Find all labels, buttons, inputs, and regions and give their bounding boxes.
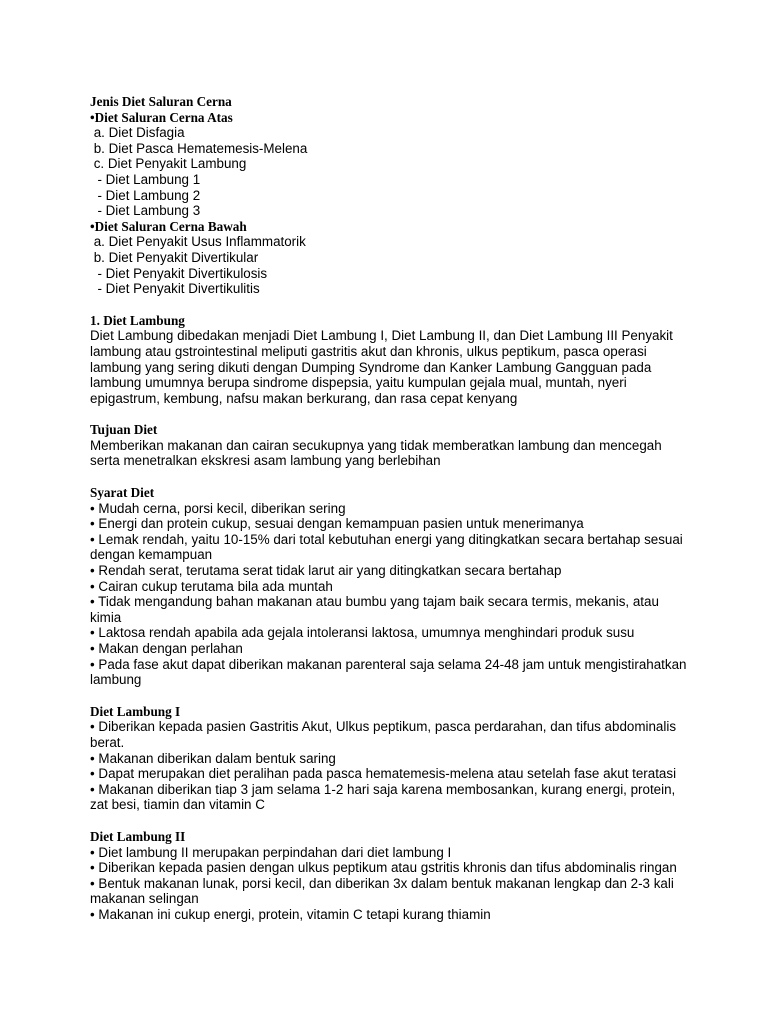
list-item: • Bentuk makanan lunak, porsi kecil, dan diberikan 3x dalam bentuk makanan lengkap dan 2-3 kali makanan selingan: [90, 875, 674, 907]
toc-subitem: - Diet Penyakit Divertikulitis: [90, 281, 260, 297]
toc-title: Jenis Diet Saluran Cerna: [90, 94, 232, 109]
bullet-icon: •: [90, 109, 95, 125]
list-item: • Diet lambung II merupakan perpindahan dari diet lambung I: [90, 844, 452, 860]
bullet-icon: •: [90, 218, 95, 234]
toc-item: b. Diet Penyakit Divertikular: [90, 249, 259, 265]
toc-subitem: - Diet Lambung 3: [90, 203, 201, 219]
toc-lower-heading: [90, 219, 690, 235]
section-heading: Diet Lambung II: [90, 828, 186, 844]
section-paragraph: Diet Lambung dibedakan menjadi Diet Lambung I, Diet Lambung II, dan Diet Lambung III Penyakit lambung atau gstrointestinal meliputi gastritis akut dan khronis, ulkus peptikum, pasca operasi lambung yang sering dikuti dengan Dumping Syndrome dan Kanker Lambung Gangguan pada lambung umumnya berupa sindrome dispepsia, yaitu kumpulan gejala mual, muntah, nyeri epigastrum, kembung, nafsu makan berkurang, dan rasa cepat kenyang: [90, 328, 673, 406]
list-item: • Dapat merupakan diet peralihan pada pasca hematemesis-melena atau setelah fase akut teratasi: [90, 766, 677, 782]
section-paragraph: Memberikan makanan dan cairan secukupnya yang tidak memberatkan lambung dan mencegah serta menetralkan ekskresi asam lambung yang berlebihan: [90, 437, 662, 469]
list-item: • Cairan cukup terutama bila ada muntah: [90, 578, 333, 594]
section-heading: Tujuan Diet: [90, 422, 158, 438]
list-item: • Diberikan kepada pasien dengan ulkus peptikum atau gstritis khronis dan tifus abdominalis ringan: [90, 860, 677, 876]
list-item: • Makanan ini cukup energi, protein, vitamin C tetapi kurang thiamin: [90, 906, 491, 922]
toc-upper-heading: [90, 110, 690, 126]
toc-upper-heading-text: Diet Saluran Cerna Atas: [94, 109, 233, 125]
list-item: • Laktosa rendah apabila ada gejala intoleransi laktosa, umumnya menghindari produk susu: [90, 625, 635, 641]
list-item: • Rendah serat, terutama serat tidak larut air yang ditingkatkan secara bertahap: [90, 563, 562, 579]
toc-subitem: - Diet Lambung 2: [90, 187, 201, 203]
toc-subitem: - Diet Lambung 1: [90, 171, 201, 187]
list-item: • Makanan diberikan tiap 3 jam selama 1-2 hari saja karena membosankan, kurang energi, protein, zat besi, tiamin dan vitamin C: [90, 781, 676, 813]
section-heading: 1. Diet Lambung: [90, 312, 185, 328]
toc-item: b. Diet Pasca Hematemesis-Melena: [90, 140, 308, 156]
list-item: • Makanan diberikan dalam bentuk saring: [90, 750, 336, 766]
list-item: • Diberikan kepada pasien Gastritis Akut, Ulkus peptikum, pasca perdarahan, dan tifus abdominalis berat.: [90, 719, 677, 750]
toc-item: a. Diet Penyakit Usus Inflammatorik: [90, 234, 306, 250]
list-item: • Lemak rendah, yaitu 10-15% dari total kebutuhan energi yang ditingkatkan secara bertahap sesuai dengan kemampuan: [90, 531, 683, 563]
toc-item: a. Diet Disfagia: [90, 125, 185, 141]
section-heading: Syarat Diet: [90, 485, 155, 501]
list-item: • Mudah cerna, porsi kecil, diberikan sering: [90, 500, 346, 516]
toc-item: c. Diet Penyakit Lambung: [90, 156, 247, 172]
toc-subitem: - Diet Penyakit Divertikulosis: [90, 265, 268, 281]
document-content: [90, 94, 690, 923]
list-item: • Pada fase akut dapat diberikan makanan parenteral saja selama 24-48 jam untuk mengistirahatkan lambung: [90, 656, 687, 688]
list-item: • Energi dan protein cukup, sesuai dengan kemampuan pasien untuk menerimanya: [90, 516, 584, 532]
list-item: • Tidak mengandung bahan makanan atau bumbu yang tajam baik secara termis, mekanis, atau kimia: [90, 594, 659, 625]
toc-lower-heading-text: Diet Saluran Cerna Bawah: [94, 218, 247, 234]
list-item: • Makan dengan perlahan: [90, 641, 243, 656]
section-heading: Diet Lambung I: [90, 703, 181, 719]
